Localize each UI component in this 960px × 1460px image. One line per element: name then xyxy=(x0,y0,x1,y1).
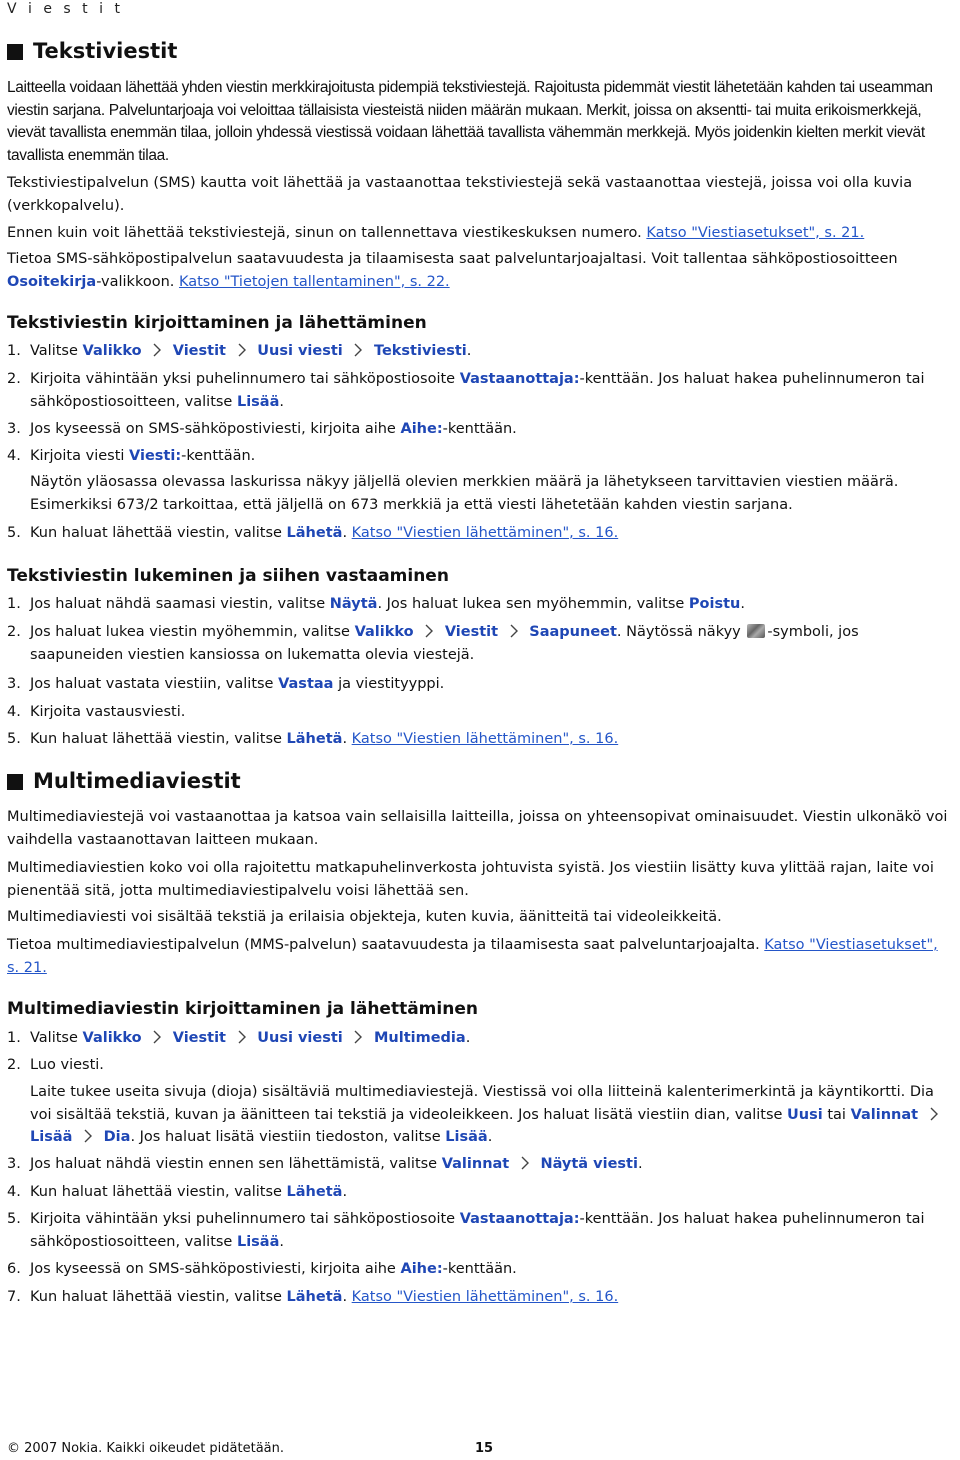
menu-path-item: Viestit xyxy=(172,343,226,359)
link-viestiasetukset[interactable]: Katso "Viestiasetukset", s. 21. xyxy=(646,225,865,241)
step-text: Kun haluat lähettää viestin, valitse xyxy=(30,731,282,747)
menu-path-item: Näytä viesti xyxy=(540,1156,638,1172)
step-text: Jos haluat nähdä saamasi viestin, valitse xyxy=(30,596,326,612)
link-viestiasetukset[interactable]: Katso "Viestiasetukset", s. 21. xyxy=(7,937,938,976)
step-number: 7. xyxy=(7,1289,21,1305)
paragraph xyxy=(7,248,953,293)
menu-path-item: Saapuneet xyxy=(529,624,617,640)
keyword: Aihe: xyxy=(400,1261,443,1277)
menu-path-item: Uusi viesti xyxy=(257,1030,343,1046)
step-note: Näytön yläosassa olevassa laskurissa näkyy jäljellä olevien merkkien määrä ja lähetykseen tarvittavien viestien määrä. Esimerkiksi 673/2 tarkoittaa, että jäljellä on 673 merkkiä ja että viesti lähetetään kahden viestin sarjana. xyxy=(30,474,899,513)
step-text: Jos kyseessä on SMS-sähköpostiviesti, kirjoita aihe xyxy=(30,421,396,437)
keyword: Lähetä xyxy=(286,1184,343,1200)
step-item xyxy=(7,445,953,468)
note-text: Laite tukee useita sivuja (dioja) sisältäviä multimediaviestejä. Viestissä voi olla liitteinä kalenterimerkintä ja käyntikortti. Dia voi sisältää tekstiä, kuvan ja äänitteen tai tekstiä ja videoleikkeen. Jos haluat lisätä viestiin dian, valitse xyxy=(30,1084,934,1123)
step-number: 2. xyxy=(7,1057,21,1073)
menu-path-item: Valikko xyxy=(82,343,142,359)
note-text: . Jos haluat lisätä viestiin tiedoston, valitse xyxy=(130,1129,441,1145)
subheading-write-sms: Tekstiviestin kirjoittaminen ja lähettäminen xyxy=(7,313,427,333)
keyword: Näytä xyxy=(329,596,378,612)
paragraph: Laitteella voidaan lähettää yhden viestin merkkirajoitusta pidempiä tekstiviestejä. Rajoitusta pidemmät viestit lähetetään kahden tai useamman viestin sarjana. Palveluntarjoaja voi veloittaa tällaisista viesteistä niiden määrän mukaan. Merkit, joissa on aksentti- tai muita erikoismerkkejä, vievät tavallista enemmän tilaa, jolloin yhdessä viestissä voidaan lähettää tavallista vähemmän merkkejä. Myös joidenkin kielten merkit vievät tavallista enemmän tilaa. xyxy=(7,79,933,164)
step-number: 1. xyxy=(7,1030,21,1046)
step-number: 3. xyxy=(7,1156,21,1172)
step-text: Kun haluat lähettää viestin, valitse xyxy=(30,525,282,541)
step-number: 1. xyxy=(7,596,21,612)
menu-path-item: Viestit xyxy=(444,624,499,640)
step-text: Valitse xyxy=(30,1030,78,1046)
section-heading-multimediaviestit xyxy=(7,768,241,794)
paragraph: Multimediaviestien koko voi olla rajoitettu matkapuhelinverkosta johtuvista syistä. Jos viestiin lisätty kuva ylittää rajan, laite voi pienentää sitä, jotta multimediaviestipalvelu voisi lähettää sen. xyxy=(7,860,934,899)
step-item xyxy=(7,1027,953,1050)
chevron-right-icon xyxy=(923,1104,945,1127)
square-bullet-icon xyxy=(7,44,23,60)
menu-path-item: Dia xyxy=(103,1129,131,1145)
section-heading-tekstiviestit xyxy=(7,38,177,64)
unread-message-icon xyxy=(747,624,765,638)
page-footer xyxy=(7,1440,953,1458)
step-text: Valitse xyxy=(30,343,78,359)
step-text: Kirjoita vähintään yksi puhelinnumero tai sähköpostiosoite xyxy=(30,371,456,387)
step-text: . xyxy=(342,525,348,541)
step-note xyxy=(30,1081,955,1149)
keyword: Vastaanottaja: xyxy=(459,371,580,387)
running-head: V i e s t i t xyxy=(7,1,124,17)
chevron-right-icon xyxy=(418,621,440,644)
step-number: 5. xyxy=(7,731,21,747)
step-text: . xyxy=(342,1184,348,1200)
menu-path-item: Viestit xyxy=(172,1030,226,1046)
step-item xyxy=(7,368,953,413)
paragraph: Multimediaviesti voi sisältää tekstiä ja erilaisia objekteja, kuten kuvia, äänitteitä tai videoleikkeitä. xyxy=(7,909,722,925)
link-viestien-lahettaminen[interactable]: Katso "Viestien lähettäminen", s. 16. xyxy=(351,525,619,541)
menu-path-item: Uusi viesti xyxy=(257,343,343,359)
paragraph: Multimediaviestejä voi vastaanottaa ja katsoa vain sellaisilla laitteilla, joissa on yhteensopivat ominaisuudet. Viestin ulkonäkö voi vaihdella vastaanottavan laitteen mukaan. xyxy=(7,809,948,848)
step-text: -kenttään. Jos haluat hakea puhelinnumeron tai sähköpostiosoitteen, valitse xyxy=(30,1211,925,1250)
keyword: Poistu xyxy=(688,596,741,612)
menu-path-item: Lisää xyxy=(30,1129,73,1145)
paragraph xyxy=(7,222,953,245)
step-text: Kirjoita vähintään yksi puhelinnumero tai sähköpostiosoite xyxy=(30,1211,456,1227)
step-item xyxy=(7,1286,953,1309)
step-number: 1. xyxy=(7,343,21,359)
note-text: tai xyxy=(827,1106,846,1123)
step-text: . xyxy=(279,1233,284,1250)
step-text: . xyxy=(342,731,348,747)
step-text: . xyxy=(466,343,472,359)
step-text: Jos kyseessä on SMS-sähköpostiviesti, kirjoita aihe xyxy=(30,1261,396,1277)
step-text: Kirjoita vastausviesti. xyxy=(30,704,186,720)
step-item xyxy=(7,1054,953,1077)
step-number: 4. xyxy=(7,448,21,464)
step-text: Jos haluat lukea viestin myöhemmin, valitse xyxy=(30,624,350,640)
step-text: . xyxy=(279,393,284,410)
step-number: 6. xyxy=(7,1261,21,1277)
step-text: Luo viesti. xyxy=(30,1057,104,1073)
chevron-right-icon xyxy=(347,1027,369,1050)
chevron-right-icon xyxy=(347,340,369,363)
chevron-right-icon xyxy=(146,1027,168,1050)
chevron-right-icon xyxy=(503,621,525,644)
keyword: Lähetä xyxy=(286,525,343,541)
subheading-read-sms: Tekstiviestin lukeminen ja siihen vastaaminen xyxy=(7,566,449,586)
step-item xyxy=(7,340,953,363)
step-number: 3. xyxy=(7,421,21,437)
chevron-right-icon xyxy=(231,340,253,363)
step-number: 5. xyxy=(7,525,21,541)
step-text: . xyxy=(342,1289,348,1305)
paragraph: Tekstiviestipalvelun (SMS) kautta voit lähettää ja vastaanottaa tekstiviestejä sekä vastaanottaa viestejä, joissa voi olla kuvia (verkkopalvelu). xyxy=(7,175,913,214)
paragraph-text: Ennen kuin voit lähettää tekstiviestejä, sinun on tallennettava viestikeskuksen numero. xyxy=(7,225,642,241)
step-text: . xyxy=(465,1030,471,1046)
step-item xyxy=(7,701,953,724)
step-item xyxy=(7,522,953,545)
step-text: . Jos haluat lukea sen myöhemmin, valitse xyxy=(377,596,685,612)
step-number: 2. xyxy=(7,371,21,387)
step-text: . xyxy=(740,596,745,612)
paragraph-text: -valikkoon. xyxy=(96,273,175,290)
step-number: 2. xyxy=(7,624,21,640)
keyword: Lisää xyxy=(236,393,280,410)
step-text: -symboli, jos saapuneiden viestien kansiossa on lukematta olevia viestejä. xyxy=(30,624,859,663)
step-item xyxy=(7,1181,953,1204)
keyword: Vastaa xyxy=(278,676,334,692)
step-text: -kenttään. xyxy=(181,448,256,464)
step-number: 4. xyxy=(7,1184,21,1200)
paragraph-text: Tietoa multimediaviestipalvelun (MMS-palvelun) saatavuudesta ja tilaamisesta saat palveluntarjoajalta. xyxy=(7,937,760,953)
step-text: Jos haluat nähdä viestin ennen sen lähettämistä, valitse xyxy=(30,1156,438,1172)
step-item xyxy=(7,728,953,751)
menu-path-item: Multimedia xyxy=(373,1030,466,1046)
step-item xyxy=(7,1153,953,1176)
page-number: 15 xyxy=(475,1441,494,1456)
chevron-right-icon xyxy=(231,1027,253,1050)
copyright-text: © 2007 Nokia. Kaikki oikeudet pidätetään. xyxy=(7,1441,284,1456)
menu-path-item: Valikko xyxy=(82,1030,142,1046)
keyword: Uusi xyxy=(787,1106,823,1123)
keyword: Lisää xyxy=(236,1233,280,1250)
step-number: 4. xyxy=(7,704,21,720)
step-item xyxy=(7,673,953,696)
menu-path-item: Valikko xyxy=(354,624,414,640)
step-text: Kirjoita viesti xyxy=(30,448,125,464)
step-text: ja viestityyppi. xyxy=(338,676,445,692)
chevron-right-icon xyxy=(146,340,168,363)
paragraph xyxy=(7,934,953,979)
link-viestien-lahettaminen[interactable]: Katso "Viestien lähettäminen", s. 16. xyxy=(351,731,619,747)
keyword: Aihe: xyxy=(400,421,443,437)
keyword: Lähetä xyxy=(286,1289,343,1305)
square-bullet-icon xyxy=(7,774,23,790)
menu-path-item: Valinnat xyxy=(850,1106,919,1123)
paragraph-text: Tietoa SMS-sähköpostipalvelun saatavuudesta ja tilaamisesta saat palveluntarjoajaltasi. Voit tallentaa sähköpostiosoitteen xyxy=(7,251,898,267)
step-text: . xyxy=(637,1156,643,1172)
keyword: Lisää xyxy=(445,1129,488,1145)
link-tietojen-tallentaminen[interactable]: Katso "Tietojen tallentaminen", s. 22. xyxy=(178,273,450,290)
step-text: -kenttään. Jos haluat hakea puhelinnumeron tai sähköpostiosoitteen, valitse xyxy=(30,371,925,410)
step-item xyxy=(7,1208,953,1253)
step-item xyxy=(7,621,953,666)
step-item xyxy=(7,418,953,441)
step-text: Jos haluat vastata viestiin, valitse xyxy=(30,676,274,692)
step-text: -kenttään. xyxy=(442,421,517,437)
step-number: 5. xyxy=(7,1211,21,1227)
keyword: Lähetä xyxy=(286,731,343,747)
step-text: -kenttään. xyxy=(442,1261,517,1277)
step-text: Kun haluat lähettää viestin, valitse xyxy=(30,1184,282,1200)
step-item xyxy=(7,1258,953,1281)
menu-path-item: Valinnat xyxy=(441,1156,510,1172)
keyword: Viesti: xyxy=(129,448,182,464)
note-text: . xyxy=(487,1129,493,1145)
menu-path-item: Tekstiviesti xyxy=(373,343,467,359)
step-number: 3. xyxy=(7,676,21,692)
subheading-write-mms: Multimediaviestin kirjoittaminen ja lähettäminen xyxy=(7,999,478,1019)
section-title: Multimediaviestit xyxy=(33,769,241,793)
chevron-right-icon xyxy=(514,1153,536,1176)
chevron-right-icon xyxy=(77,1126,99,1149)
step-text: Kun haluat lähettää viestin, valitse xyxy=(30,1289,282,1305)
keyword-osoitekirja: Osoitekirja xyxy=(7,273,97,290)
keyword: Vastaanottaja: xyxy=(459,1211,580,1227)
section-title: Tekstiviestit xyxy=(33,39,178,63)
link-viestien-lahettaminen[interactable]: Katso "Viestien lähettäminen", s. 16. xyxy=(351,1289,619,1305)
step-item xyxy=(7,593,953,616)
step-text: . Näytössä näkyy xyxy=(616,624,741,640)
